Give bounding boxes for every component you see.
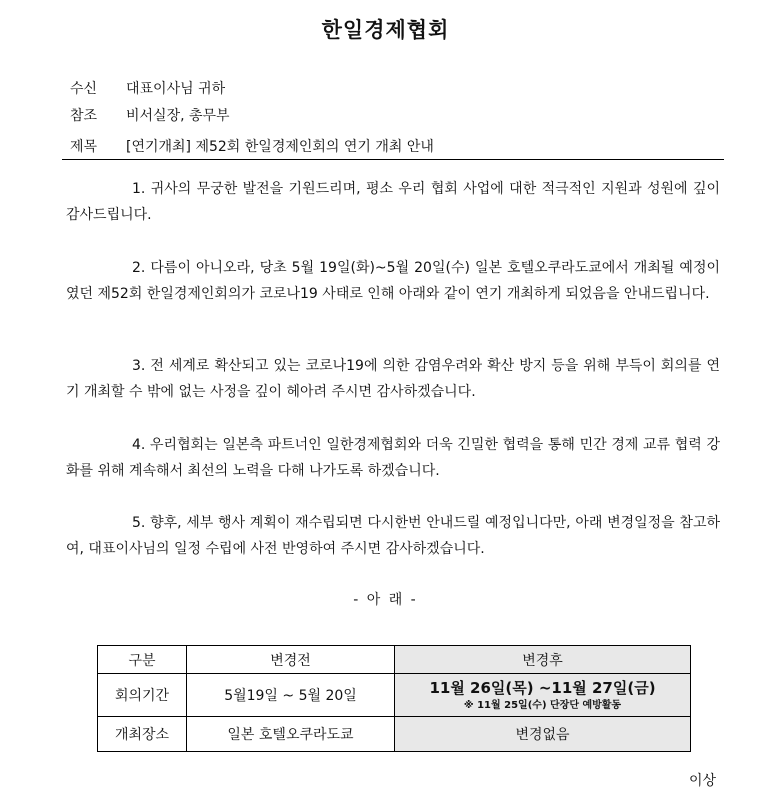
row-label-period: 회의기간 [98, 674, 187, 717]
header-before: 변경전 [187, 646, 395, 674]
paragraph-4: 4. 우리협회는 일본측 파트너인 일한경제협회와 더욱 긴밀한 협력을 통해 민간 경제 교류 협력 강화를 위해 계속해서 최선의 노력을 다해 나가도록 하겠습니다. [66, 437, 720, 479]
section-marker: - 아 래 - [353, 592, 418, 608]
table-header-row [98, 646, 691, 674]
header-divider [62, 159, 724, 160]
header-after: 변경후 [395, 646, 691, 674]
paragraph-1: 1. 귀사의 무궁한 발전을 기원드리며, 평소 우리 협회 사업에 대한 적극적인 지원과 성원에 깊이 감사드립니다. [66, 181, 720, 223]
reference-value: 비서실장, 총무부 [126, 108, 230, 124]
recipient-value: 대표이사님 귀하 [126, 81, 226, 97]
paragraph-5: 5. 향후, 세부 행사 계획이 재수립되면 다시한번 안내드릴 예정입니다만, 아래 변경일정을 참고하여, 대표이사님의 일정 수립에 사전 반영하여 주시면 감사하겠습니다. [66, 515, 720, 557]
schedule-table [97, 645, 691, 752]
closing-mark: 이상 [689, 773, 717, 789]
recipient-label: 수신 [70, 81, 98, 97]
subject-value: [연기개최] 제52회 한일경제인회의 연기 개최 안내 [126, 139, 434, 155]
subject-label: 제목 [70, 139, 98, 155]
paragraph-2: 2. 다름이 아니오라, 당초 5월 19일(화)~5월 20일(수) 일본 호텔오쿠라도쿄에서 개최될 예정이였던 제52회 한일경제인회의가 코로나19 사태로 인해 아래와 같이 연기 개최하게 되었음을 안내드립니다. [66, 260, 720, 302]
period-after-note: ※ 11월 25일(수) 단장단 예방활동 [463, 699, 622, 711]
table-row [98, 717, 691, 752]
venue-after: 변경없음 [395, 717, 691, 752]
recipient-row [70, 80, 225, 98]
header-category: 구분 [98, 646, 187, 674]
period-after-cell [395, 674, 691, 717]
paragraph-3: 3. 전 세계로 확산되고 있는 코로나19에 의한 감염우려와 확산 방지 등을 위해 부득이 회의를 연기 개최할 수 밖에 없는 사정을 깊이 헤아려 주시면 감사하겠습니다. [66, 358, 720, 400]
reference-label: 참조 [70, 108, 98, 124]
period-after: 11월 26일(목) ~11월 27일(금) [429, 678, 656, 697]
period-before: 5월19일 ~ 5월 20일 [187, 674, 395, 717]
table-row [98, 674, 691, 717]
venue-before: 일본 호텔오쿠라도쿄 [187, 717, 395, 752]
reference-row [70, 107, 230, 125]
row-label-venue: 개최장소 [98, 717, 187, 752]
subject-row [70, 138, 434, 156]
document-title: 한일경제협회 [321, 18, 450, 42]
